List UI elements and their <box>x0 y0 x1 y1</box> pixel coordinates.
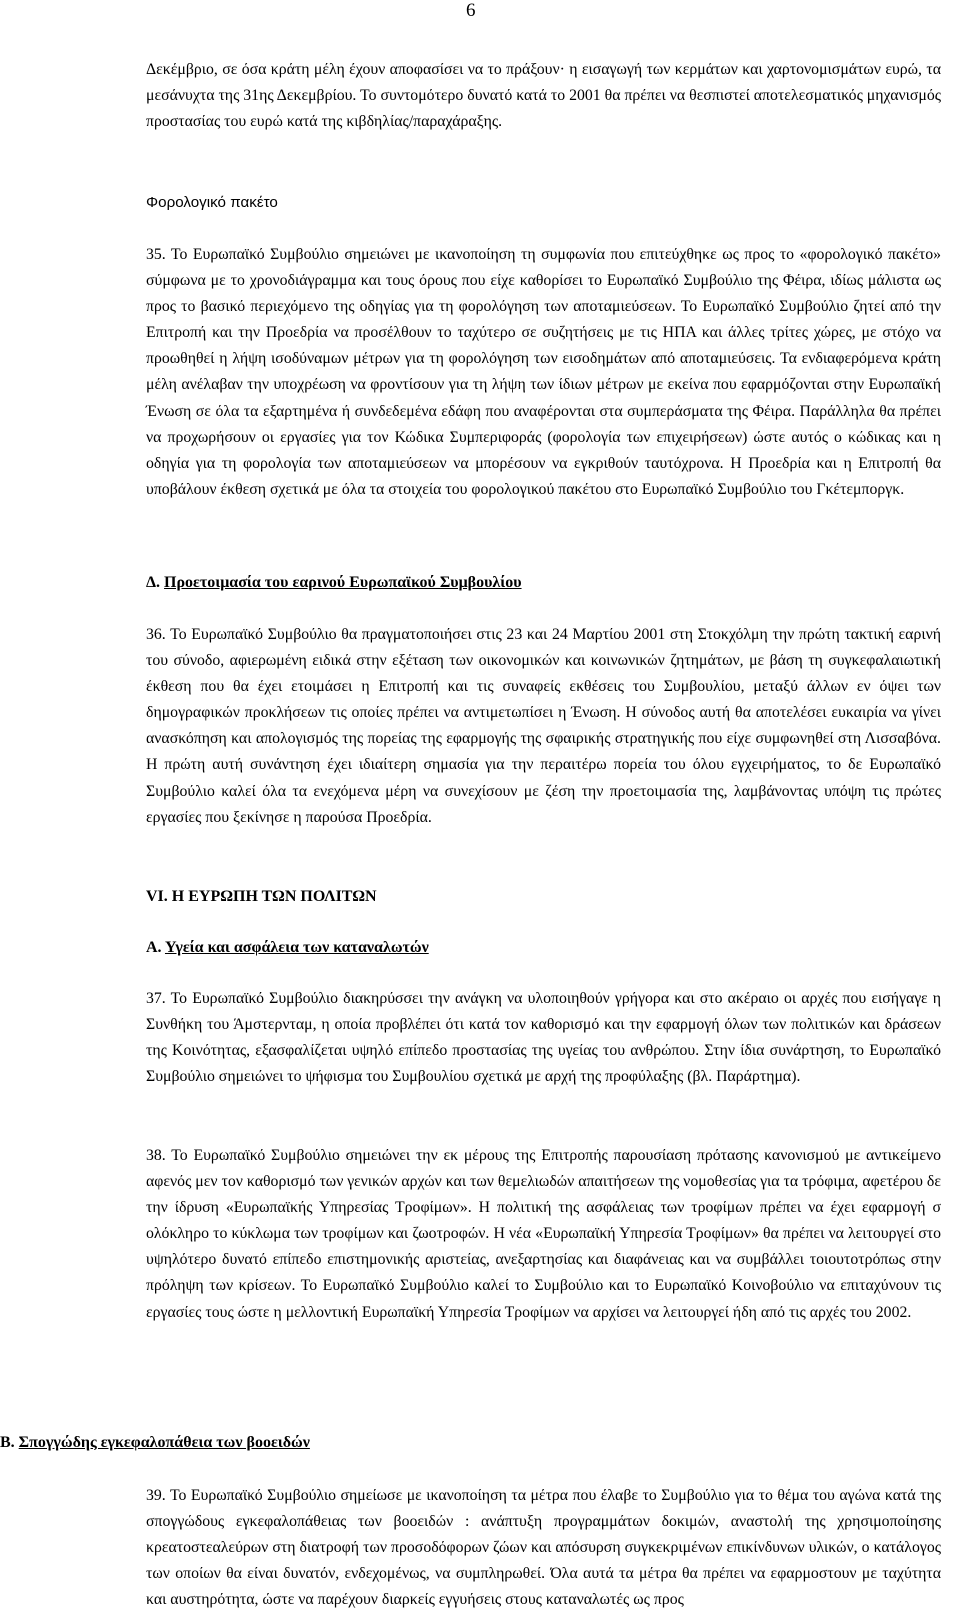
subheading-tax-package-text: Φορολογικό πακέτο <box>146 194 278 211</box>
paragraph-39-text: 39. Το Ευρωπαϊκό Συμβούλιο σημείωσε με ικανοποίηση τα μέτρα που έλαβε το Συμβούλιο για το θέμα του αγώνα κατά της σπογγώδους εγκεφαλοπάθειας των βοοειδών : ανάπτυξη προγραμμάτων δοκιμών, αναστολή της χρησιμοποίησης κρεατοστεαλεύρων στη διατροφή των προσοδόφορων ζώων και απόσυρση συγκεκριμένων επικίνδυνων υλικών, ο κατάλογος των οποίων θα είναι δυνατόν, ενδεχομένως, να συμπληρωθεί. Όλα αυτά τα μέτρα θα πρέπει να εφαρμοστουν με ταχύτητα και αυστηρότητα, ώστε να παρέχουν διαρκείς εγγυήσεις στους καταναλωτές ως προς <box>146 1487 941 1609</box>
intro-paragraph <box>146 57 941 135</box>
subheading-tax-package <box>146 190 941 216</box>
heading-section-a-title: Υγεία και ασφάλεια των καταναλωτών <box>164 939 429 956</box>
page-number: 6 <box>466 0 476 21</box>
intro-paragraph-text: Δεκέμβριο, σε όσα κράτη μέλη έχουν αποφασίσει να το πράξουν· η εισαγωγή των κερμάτων και χαρτονομισμάτων ευρώ, τα μεσάνυχτα της 31ης Δεκεμβρίου. Το συντομότερο δυνατό κατά το 2001 θα πρέπει να θεσπιστεί αποτελεσματικός μηχανισμός προστασίας του ευρώ κατά της κιβδηλίας/παραχάραξης. <box>146 61 941 131</box>
paragraph-39 <box>146 1483 941 1613</box>
paragraph-37-text: 37. Το Ευρωπαϊκό Συμβούλιο διακηρύσσει την ανάγκη να υλοποιηθούν γρήγορα και στο ακέραιο οι αρχές που εισήγαγε η Συνθήκη του Άμστερνταμ, η οποία προβλέπει ότι κατά τον καθορισμό και την εφαρμογή όλων των πολιτικών και δράσεων της Κοινότητας, εξασφαλίζεται υψηλό επίπεδο προστασίας της υγείας του ανθρώπου. Στην ίδια συνάρτηση, το Ευρωπαϊκό Συμβούλιο σημειώνει το ψήφισμα του Συμβουλίου σχετικά με αρχή της προφύλαξης (βλ. Παράρτημα). <box>146 990 941 1086</box>
paragraph-36-text: 36. Το Ευρωπαϊκό Συμβούλιο θα πραγματοποιήσει στις 23 και 24 Μαρτίου 2001 στη Στοκχόλμη την πρώτη τακτική εαρινή του σύνοδο, αφιερωμένη ειδικά στην εξέταση των οικονομικών και κοινωνικών ζητημάτων, με βάση τη συγκεφαλαιωτική έκθεση που θα έχει ετοιμάσει η Επιτροπή και τις συναφείς εκθέσεις του Συμβουλίου, μεταξύ άλλων εν όψει των δημογραφικών προκλήσεων τις οποίες πρέπει να αντιμετωπίσει η Ένωση. Η σύνοδος αυτή θα αποτελέσει ευκαιρία να γίνει ανασκόπηση και απολογισμός της πορείας της εφαρμογής της σφαιρικής στρατηγικής που είχε συμφωνηθεί στη Λισσαβόνα. Η πρώτη αυτή συνάντηση έχει ιδιαίτερη σημασία για την περαιτέρω πορεία του όλου εγχειρήματος, το δε Ευρωπαϊκό Συμβούλιο καλεί όλα τα ενεχόμενα μέρη να συνεχίσουν με ζέση την προετοιμασία της, λαμβάνοντας υπόψη τις πρώτες εργασίες που ξεκίνησε η παρούσα Προεδρία. <box>146 626 941 826</box>
paragraph-35-text: 35. Το Ευρωπαϊκό Συμβούλιο σημειώνει με ικανοποίηση τη συμφωνία που επιτεύχθηκε ως προς το «φορολογικό πακέτο» σύμφωνα με το χρονοδιάγραμμα και τους όρους που είχε καθορίσει το Ευρωπαϊκό Συμβούλιο της Φέιρα, ιδίως μάλιστα ως προς το βασικό περιεχόμενο της οδηγίας για τη φορολόγηση των αποταμιεύσεων. Το Ευρωπαϊκό Συμβούλιο ζητεί από την Επιτροπή και την Προεδρία να προσέλθουν το ταχύτερο σε συζητήσεις με τις ΗΠΑ και άλλες τρίτες χώρες, με στόχο να προωθηθεί η λήψη ισοδύναμων μέτρων για τη φορολόγηση των εισοδημάτων από αποταμιεύσεις. Τα ενδιαφερόμενα κράτη μέλη ανέλαβαν την υποχρέωση να φροντίσουν για τη λήψη των ίδιων μέτρων με εκείνα που εφαρμόζονται στην Ευρωπαϊκή Ένωση σε όλα τα εξαρτημένα ή συνδεδεμένα εδάφη που αναφέρονται στα συμπεράσματα της Φέιρα. Παράλληλα θα πρέπει να προχωρήσουν οι εργασίες για τον Κώδικα Συμπεριφοράς (φορολογία των επιχειρήσεων) ώστε αυτός ο κώδικας και η οδηγία για τη φορολογία των αποταμιεύσεων να μπορέσουν να εγκριθούν ταυτόχρονα. Η Προεδρία και η Επιτροπή θα υποβάλουν έκθεση σχετικά με όλα τα στοιχεία του φορολογικού πακέτου στο Ευρωπαϊκό Συμβούλιο του Γκέτεμποργκ. <box>146 246 941 498</box>
paragraph-38 <box>146 1143 941 1326</box>
heading-section-b <box>0 1432 310 1454</box>
heading-section-d-letter: Δ. <box>146 574 161 591</box>
heading-section-vi-text: VI. Η ΕΥΡΩΠΗ ΤΩΝ ΠΟΛΙΤΩΝ <box>146 888 377 905</box>
heading-section-d-title: Προετοιμασία του εαρινού Ευρωπαϊκού Συμβουλίου <box>164 574 522 591</box>
heading-section-d <box>146 572 522 594</box>
paragraph-36 <box>146 622 941 831</box>
heading-section-a <box>146 937 429 959</box>
heading-section-b-title: Σπογγώδης εγκεφαλοπάθεια των βοοειδών <box>18 1434 310 1451</box>
heading-section-a-letter: Α. <box>146 939 162 956</box>
paragraph-38-text: 38. Το Ευρωπαϊκό Συμβούλιο σημειώνει την εκ μέρους της Επιτροπής παρουσίαση πρότασης κανονισμού με αντικείμενο αφενός μεν τον καθορισμό των γενικών αρχών και των θεμελιωδών απαιτήσεων της νομοθεσίας για τα τρόφιμα, αφετέρου δε την ίδρυση «Ευρωπαϊκής Υπηρεσίας Τροφίμων». Η πολιτική της ασφάλειας των τροφίμων πρέπει να έχει εφαρμογή σ ολόκληρο το κύκλωμα των τροφίμων και ζωοτροφών. Η νέα «Ευρωπαϊκή Υπηρεσία Τροφίμων» θα πρέπει να λειτουργεί στο υψηλότερο δυνατό επίπεδο επιστημονικής αριστείας, ανεξαρτησίας και διαφάνειας και να συμβάλλει τοιουτοτρόπως στην πρόληψη των κρίσεων. Το Ευρωπαϊκό Συμβούλιο καλεί το Συμβούλιο και το Ευρωπαϊκό Κοινοβούλιο να επιταχύνουν τις εργασίες τους ώστε η μελλοντική Ευρωπαϊκή Υπηρεσία Τροφίμων να αρχίσει να λειτουργεί ήδη από τις αρχές του 2002. <box>146 1147 941 1321</box>
paragraph-37 <box>146 986 941 1090</box>
paragraph-35 <box>146 242 941 503</box>
heading-section-vi <box>146 886 377 908</box>
heading-section-b-letter: Β. <box>0 1434 15 1451</box>
